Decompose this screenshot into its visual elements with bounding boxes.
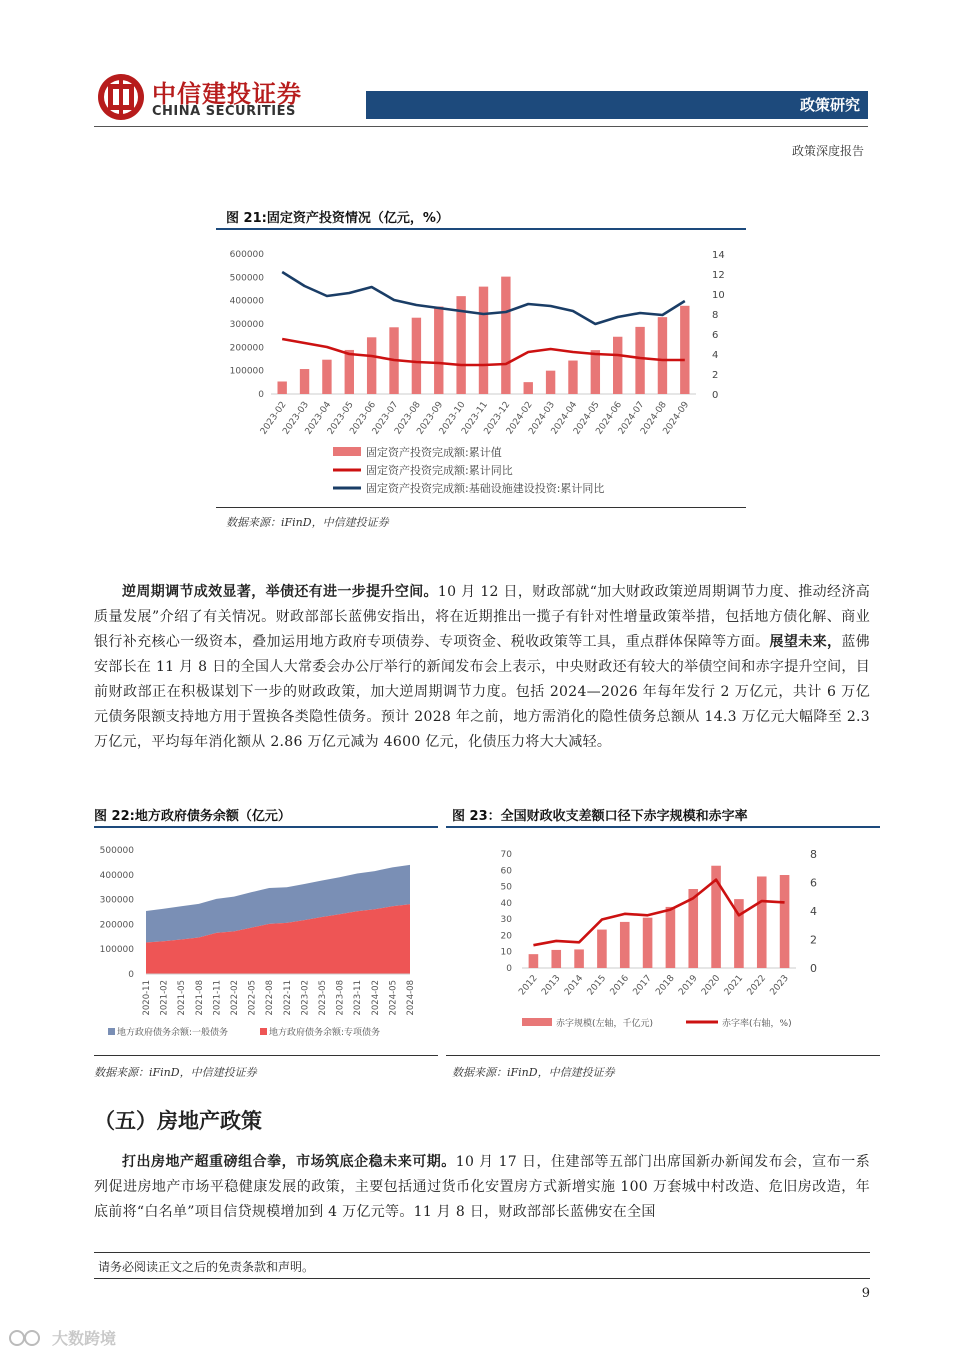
- figure23-top-rule: [446, 826, 880, 828]
- y-tick-label: 0: [128, 970, 134, 980]
- figure22-top-rule: [94, 826, 438, 828]
- page-number: 9: [861, 1286, 870, 1301]
- x-tick-label: 2023-02: [300, 980, 311, 1016]
- y-left-tick-label: 40: [500, 898, 512, 909]
- x-tick-label: 2022-08: [265, 980, 276, 1016]
- bar-fixed-investment: [277, 381, 286, 394]
- footer-disclaimer: 请务必阅读正文之后的免责条款和声明。: [98, 1260, 315, 1274]
- y-tick-label: 500000: [99, 846, 134, 856]
- brand-logo: [96, 72, 146, 122]
- x-tick-label: 2023-04: [303, 399, 334, 437]
- x-tick-label: 2016: [608, 973, 632, 998]
- figure21-bottom-rule: [216, 507, 746, 508]
- legend-swatch: [108, 1028, 115, 1035]
- x-tick-label: 2022-11: [282, 980, 293, 1016]
- paragraph-property-text: 10 月 17 日，住建部等五部门出席国新办新闻发布会，宣布一系列促进房地产市场平稳健康发展的政策，主要包括通过货币化安置房方式新增实施 100 万套城中村改造、危旧房改造，年底前将“白名单”项目信贷规模增加到 4 万亿元等。11 月 8 日，财政部部长蓝佛安在全国: [94, 1154, 871, 1220]
- legend-label: 赤字规模(左轴，千亿元): [556, 1019, 654, 1029]
- legend-swatch: [522, 1018, 552, 1026]
- y-left-tick-label: 10: [500, 947, 512, 958]
- x-tick-label: 2023: [768, 973, 791, 998]
- bar-fixed-investment: [546, 371, 555, 394]
- y-right-tick-label: 6: [712, 330, 719, 341]
- paragraph-fiscal-text1: 10 月 12 日，财政部就“加大财政政策逆周期调节力度、推动经济高质量发展”介绍了有关情况。财政部部长蓝佛安指出，将在近期推出一揽子有针对性增量政策举措，包括地方债化解、商业银行补充核心一级资本，叠加运用地方政府专项债券、专项资金、税收政策等工具，重点群体保障等方面。: [94, 584, 870, 650]
- bar-deficit-size: [620, 922, 630, 968]
- x-tick-label: 2024-03: [527, 399, 558, 437]
- legend-label: 固定资产投资完成额:累计同比: [366, 464, 513, 477]
- y-right-tick-label: 2: [810, 933, 817, 947]
- y-left-tick-label: 600000: [229, 250, 264, 260]
- y-left-tick-label: 400000: [229, 296, 264, 307]
- x-tick-label: 2024-08: [639, 399, 669, 437]
- x-tick-label: 2023-08: [393, 399, 423, 437]
- bar-deficit-size: [574, 949, 584, 968]
- bar-fixed-investment: [501, 277, 510, 394]
- figure22-title: 图 22:地方政府债务余额（亿元）: [94, 809, 291, 824]
- paragraph-fiscal-text2: 蓝佛安部长在 11 月 8 日的全国人大常委会办公厅举行的新闻发布会上表示，中央财政还有较大的举债空间和赤字提升空间，目前财政部正在积极谋划下一步的财政政策，加大逆周期调节力度。包括 2024—2026 年每年发行 2 万亿元，共计 6 万亿元债务限额支持地方用于置换各类隐性债务。预计 2028 年之前，地方需消化的隐性债务总额从 14.3 万亿元大幅降至 2.3 万亿元，平均每年消化额从 2.86 万亿元减为 4600 亿元，化债压力将大大减轻。: [94, 634, 870, 750]
- x-tick-label: 2024-04: [549, 399, 580, 437]
- brand-name-cn: 中信建投证券: [152, 80, 302, 108]
- bar-deficit-size: [666, 907, 676, 968]
- x-tick-label: 2021: [722, 973, 746, 998]
- y-right-tick-label: 0: [712, 390, 719, 401]
- paragraph-fiscal-lead2: 展望未来，: [769, 634, 842, 650]
- bar-fixed-investment: [568, 361, 577, 394]
- y-right-tick-label: 14: [712, 250, 725, 261]
- x-tick-label: 2023-07: [370, 399, 401, 437]
- x-tick-label: 2012: [517, 973, 540, 998]
- x-tick-label: 2023-11: [353, 980, 364, 1016]
- watermark-text: 大数跨境: [52, 1329, 117, 1348]
- line-deficit-rate: [533, 880, 784, 946]
- x-tick-label: 2017: [631, 973, 654, 998]
- bar-deficit-size: [780, 875, 790, 968]
- y-left-tick-label: 300000: [229, 320, 264, 330]
- y-left-tick-label: 200000: [229, 343, 264, 354]
- x-tick-label: 2024-02: [370, 980, 381, 1016]
- legend-label: 固定资产投资完成额:累计值: [366, 446, 502, 459]
- section-heading: （五）房地产政策: [94, 1108, 262, 1133]
- y-right-tick-label: 4: [810, 905, 817, 918]
- x-tick-label: 2022-02: [230, 980, 240, 1016]
- bar-deficit-size: [551, 950, 561, 968]
- figure21-top-rule: [216, 228, 746, 230]
- header-divider: [94, 126, 868, 127]
- x-tick-label: 2019: [677, 973, 700, 998]
- x-tick-label: 2024-09: [661, 399, 692, 437]
- x-tick-label: 2014: [562, 973, 586, 998]
- bar-fixed-investment: [322, 360, 331, 394]
- legend-swatch: [333, 447, 361, 456]
- y-right-tick-label: 8: [712, 310, 719, 321]
- footer-top-rule: [94, 1252, 870, 1253]
- y-left-tick-label: 0: [506, 964, 512, 974]
- y-left-tick-label: 60: [500, 866, 512, 877]
- figure23-bottom-rule: [446, 1055, 880, 1056]
- paragraph-property-lead: 打出房地产超重磅组合拳，市场筑底企稳未来可期。: [122, 1154, 456, 1170]
- x-tick-label: 2023-02: [258, 399, 289, 437]
- figure23-chart: [446, 830, 880, 1048]
- x-tick-label: 2013: [540, 973, 563, 998]
- y-tick-label: 400000: [99, 870, 134, 881]
- y-tick-label: 100000: [99, 945, 134, 956]
- figure23-title: 图 23：全国财政收支差额口径下赤字规模和赤字率: [452, 809, 748, 824]
- paragraph-fiscal: [94, 580, 870, 755]
- legend-label: 地方政府债务余额:一般债务: [117, 1028, 229, 1038]
- bar-fixed-investment: [635, 327, 644, 394]
- bar-fixed-investment: [591, 350, 600, 394]
- x-tick-label: 2024-05: [388, 980, 399, 1016]
- y-right-tick-label: 10: [712, 290, 725, 301]
- bar-fixed-investment: [367, 337, 376, 394]
- y-left-tick-label: 100000: [229, 366, 264, 377]
- figure22-chart: [94, 830, 438, 1048]
- bar-fixed-investment: [434, 307, 443, 395]
- x-tick-label: 2023-05: [318, 980, 328, 1016]
- legend-label: 固定资产投资完成额:基础设施建设投资:累计同比: [366, 482, 605, 495]
- legend-label: 赤字率(右轴，%): [722, 1019, 792, 1029]
- x-tick-label: 2023-03: [281, 399, 312, 437]
- y-right-tick-label: 12: [712, 270, 725, 281]
- y-left-tick-label: 70: [500, 850, 512, 860]
- x-tick-label: 2021-02: [159, 980, 170, 1016]
- y-left-tick-label: 0: [258, 390, 264, 400]
- x-tick-label: 2023-11: [460, 399, 490, 437]
- bar-deficit-size: [597, 930, 607, 968]
- bar-deficit-size: [757, 876, 767, 968]
- watermark: [8, 1326, 116, 1349]
- x-tick-label: 2024-06: [594, 399, 625, 437]
- paragraph-fiscal-lead: 逆周期调节成效显著，举债还有进一步提升空间。: [122, 584, 438, 600]
- y-tick-label: 300000: [99, 895, 134, 906]
- bar-fixed-investment: [613, 337, 622, 394]
- figure21-chart: [216, 232, 746, 502]
- y-left-tick-label: 50: [500, 882, 512, 893]
- legend-label: 地方政府债务余额:专项债务: [269, 1028, 381, 1038]
- y-right-tick-label: 2: [712, 370, 719, 381]
- x-tick-label: 2024-02: [504, 399, 535, 437]
- y-right-tick-label: 6: [810, 876, 817, 890]
- x-tick-label: 2015: [585, 973, 609, 998]
- x-tick-label: 2022: [745, 973, 769, 998]
- y-right-tick-label: 4: [712, 350, 719, 361]
- bar-fixed-investment: [524, 382, 533, 394]
- bar-deficit-size: [643, 918, 653, 968]
- y-left-tick-label: 500000: [229, 273, 264, 284]
- x-tick-label: 2023-12: [482, 399, 513, 437]
- bar-fixed-investment: [680, 306, 689, 394]
- x-tick-label: 2023-09: [415, 399, 446, 437]
- x-tick-label: 2020-11: [142, 980, 152, 1016]
- figure22-bottom-rule: [94, 1055, 438, 1056]
- paragraph-property: [94, 1150, 870, 1225]
- bar-fixed-investment: [300, 369, 309, 394]
- x-tick-label: 2021-08: [194, 980, 205, 1016]
- footer-bottom-rule: [94, 1278, 870, 1279]
- x-tick-label: 2021-11: [212, 980, 223, 1016]
- y-right-tick-label: 8: [810, 848, 817, 861]
- x-tick-label: 2023-08: [335, 980, 346, 1016]
- citic-logo-icon: [96, 72, 146, 122]
- y-tick-label: 200000: [99, 920, 134, 931]
- x-tick-label: 2022-05: [247, 980, 258, 1016]
- bar-fixed-investment: [345, 350, 354, 394]
- bar-deficit-size: [529, 954, 539, 968]
- x-tick-label: 2023-10: [437, 399, 468, 437]
- bar-fixed-investment: [479, 287, 488, 394]
- brand-name-en: CHINA SECURITIES: [152, 104, 296, 119]
- legend-swatch: [260, 1028, 267, 1035]
- bar-fixed-investment: [412, 318, 421, 394]
- figure21-title: 图 21:固定资产投资情况（亿元，%）: [226, 211, 449, 226]
- x-tick-label: 2023-06: [348, 399, 379, 437]
- bar-fixed-investment: [658, 317, 667, 394]
- section-banner: 政策研究: [366, 91, 868, 119]
- x-tick-label: 2024-07: [616, 399, 647, 437]
- y-left-tick-label: 20: [500, 931, 512, 942]
- watermark-logo-icon: [8, 1327, 48, 1349]
- x-tick-label: 2020: [699, 973, 723, 998]
- figure22-source: 数据来源：iFinD，中信建投证券: [94, 1066, 257, 1079]
- y-left-tick-label: 30: [500, 915, 512, 926]
- x-tick-label: 2018: [654, 973, 677, 998]
- x-tick-label: 2023-05: [325, 399, 356, 437]
- figure21-source: 数据来源：iFinD，中信建投证券: [226, 516, 389, 529]
- figure23-source: 数据来源：iFinD，中信建投证券: [452, 1066, 615, 1079]
- x-tick-label: 2024-05: [572, 399, 602, 437]
- x-tick-label: 2021-05: [177, 980, 188, 1016]
- report-type: 政策深度报告: [791, 144, 864, 158]
- x-tick-label: 2024-08: [406, 980, 416, 1016]
- y-right-tick-label: 0: [810, 962, 817, 975]
